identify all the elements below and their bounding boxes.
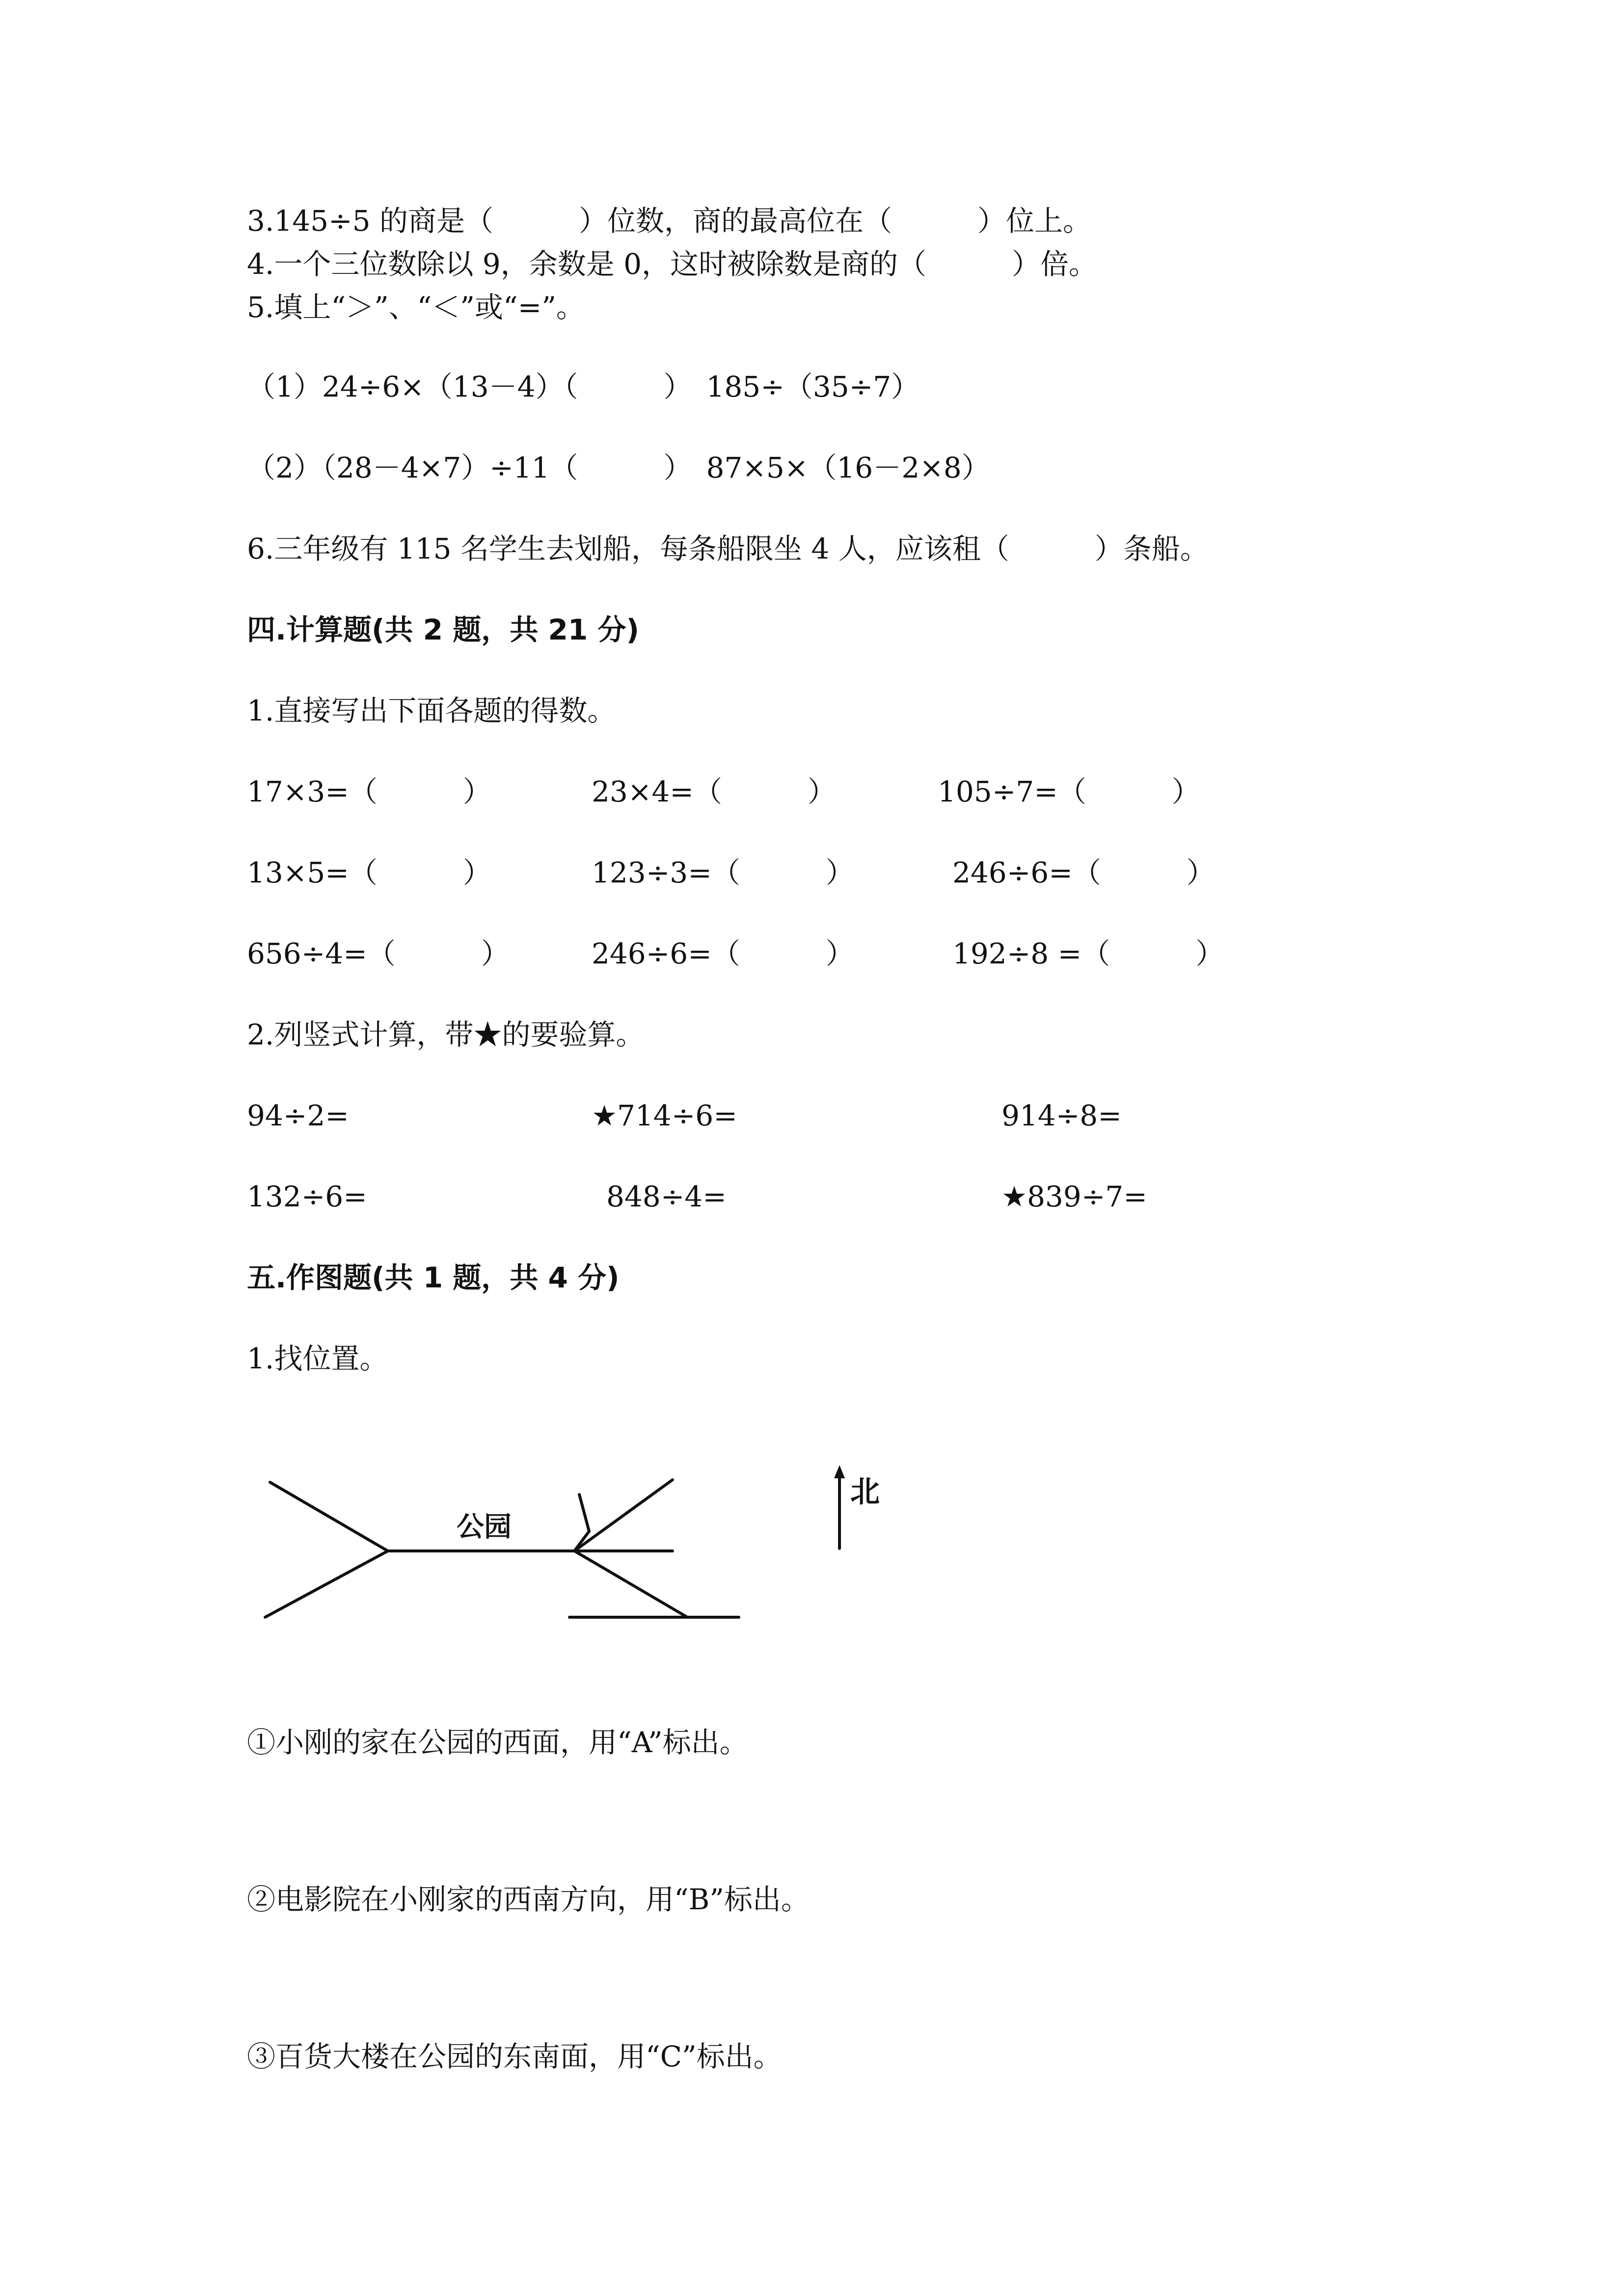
written-calc-cell: 848÷4= <box>606 1180 727 1213</box>
question-6: 6.三年级有 115 名学生去划船，每条船限坐 4 人，应该租（ ）条船。 <box>247 532 1209 565</box>
map-figure <box>255 1453 943 1659</box>
oral-calc-cell: 105÷7=（ ） <box>938 775 1200 808</box>
section-5-heading: 五.作图题(共 1 题，共 4 分) <box>247 1261 620 1294</box>
section-5-question-1: 1.找位置。 <box>247 1342 388 1375</box>
oral-calc-cell: 246÷6=（ ） <box>952 856 1215 889</box>
section-4-heading: 四.计算题(共 2 题，共 21 分) <box>247 613 639 646</box>
map-task-1: ①小刚的家在公园的西面，用“A”标出。 <box>247 1726 748 1759</box>
road-north-spur <box>579 1495 589 1531</box>
north-label: 北 <box>850 1475 880 1509</box>
oral-calc-cell: 123÷3=（ ） <box>592 856 854 889</box>
road-northeast <box>574 1480 673 1551</box>
oral-calc-cell: 656÷4=（ ） <box>247 937 510 970</box>
oral-calc-cell: 13×5=（ ） <box>247 856 491 889</box>
map-task-3: ③百货大楼在公园的东南面，用“C”标出。 <box>247 2040 782 2073</box>
north-arrow-head <box>834 1465 845 1478</box>
park-label: 公园 <box>457 1511 512 1543</box>
question-5: 5.填上“＞”、“＜”或“=”。 <box>247 291 585 324</box>
oral-calc-cell: 192÷8 =（ ） <box>952 937 1224 970</box>
road-west-upper <box>270 1482 388 1551</box>
written-calc-cell: 914÷8= <box>1001 1099 1122 1132</box>
question-3: 3.145÷5 的商是（ ）位数，商的最高位在（ ）位上。 <box>247 204 1091 238</box>
road-southeast <box>574 1551 687 1617</box>
map-task-2: ②电影院在小刚家的西南方向，用“B”标出。 <box>247 1883 810 1916</box>
question-4: 4.一个三位数除以 9，余数是 0，这时被除数是商的（ ）倍。 <box>247 247 1098 281</box>
road-west-lower <box>265 1551 388 1617</box>
question-5-part-1: （1）24÷6×（13－4）（ ） 185÷（35÷7） <box>247 370 920 403</box>
written-calc-cell: ★839÷7= <box>1001 1180 1147 1213</box>
section-4-question-1: 1.直接写出下面各题的得数。 <box>247 694 616 727</box>
question-5-part-2: （2）（28－4×7）÷11（ ） 87×5×（16－2×8） <box>247 451 990 484</box>
oral-calc-cell: 246÷6=（ ） <box>592 937 854 970</box>
written-calc-cell: ★714÷6= <box>592 1099 737 1132</box>
oral-calc-cell: 17×3=（ ） <box>247 775 491 808</box>
written-calc-cell: 132÷6= <box>247 1180 367 1213</box>
oral-calc-cell: 23×4=（ ） <box>592 775 836 808</box>
written-calc-cell: 94÷2= <box>247 1099 349 1132</box>
section-4-question-2: 2.列竖式计算，带★的要验算。 <box>247 1018 645 1051</box>
